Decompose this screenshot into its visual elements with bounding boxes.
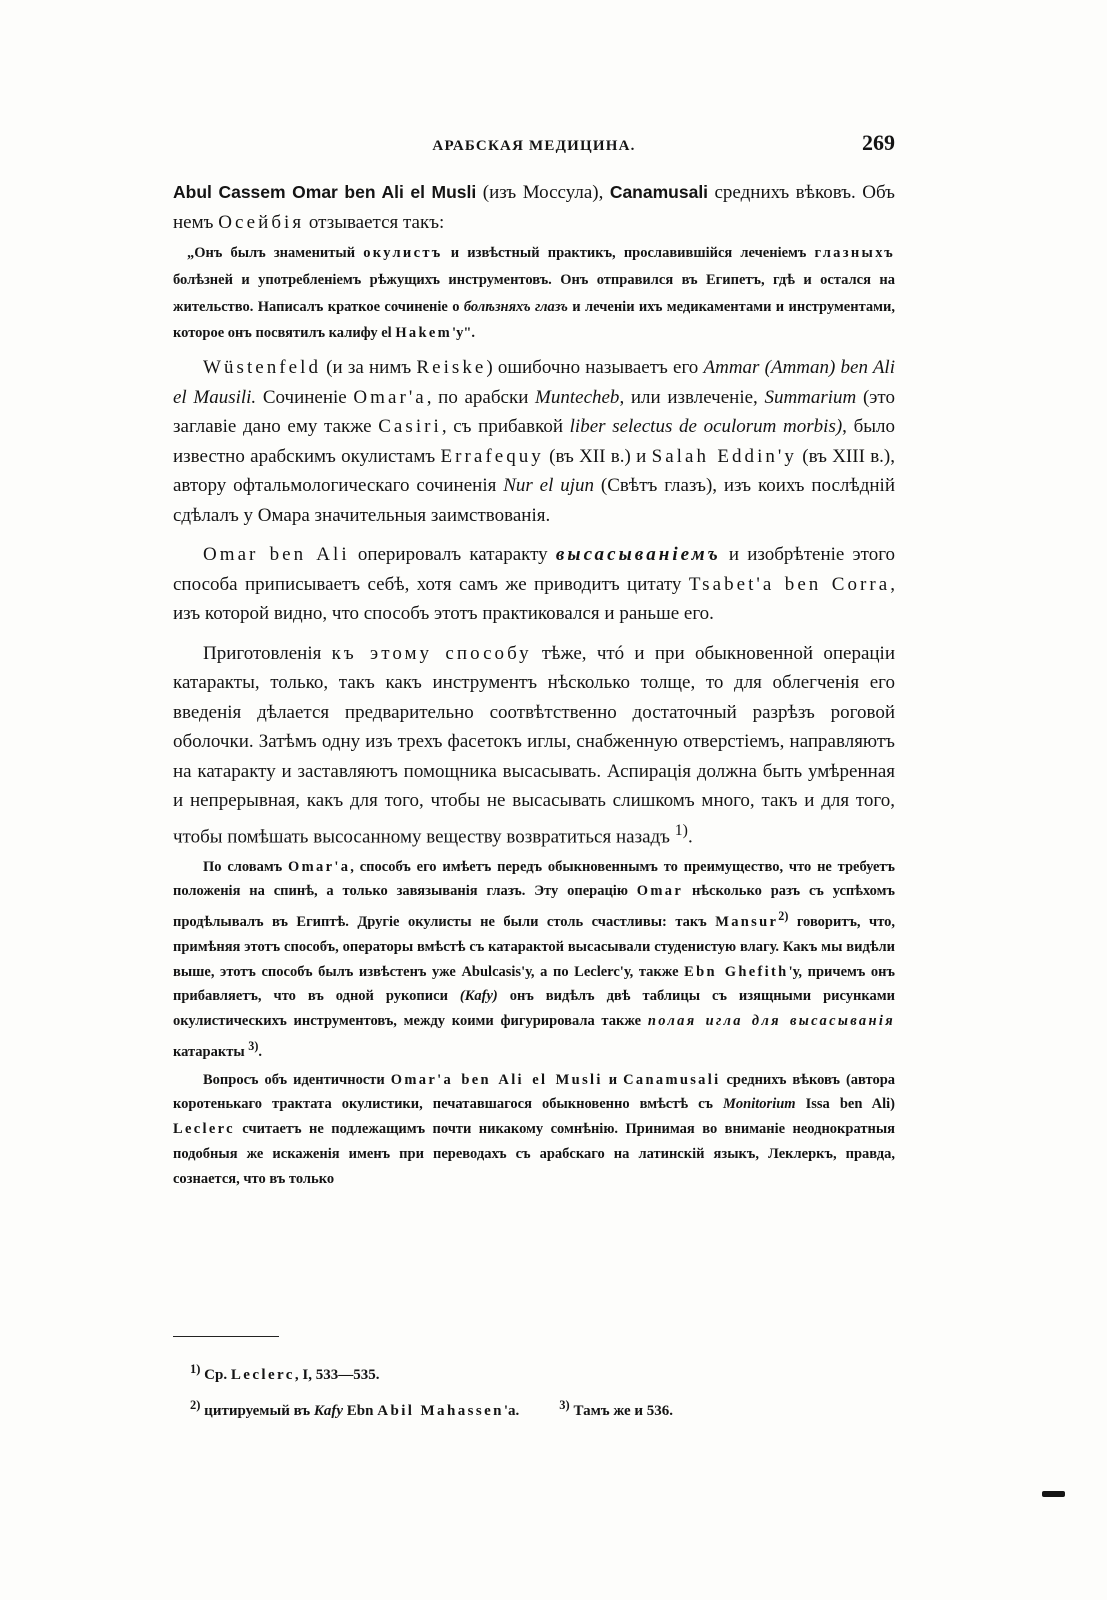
paragraph-wustenfeld: Wüstenfeld (и за нимъ Reiske) ошибочно называетъ его Ammar (Amman) ben Ali el Mausili. Сочиненіе Omar'a, по арабски Muntecheb, или извлеченіе, Summarium (это заглавіе дано ему также Casiri, съ прибавкой liber selectus de oculorum morbis), было известно арабскимъ окулистамъ Errafequy (въ XII в.) и Salah Eddin'y (въ XIII в.), автору офтальмологическаго сочиненія Nur el ujun (Свѣтъ глазъ), изъ коихъ послѣдній сдѣлалъ у Омара значительныя заимствованія. bbox=[173, 357, 896, 526]
body-text bbox=[173, 178, 895, 1192]
footnote-2: $^{2)}$ цитируемый въ Kafy Ebn Abil Mahassen'a. bbox=[190, 1398, 520, 1419]
page-edge-mark bbox=[1042, 1491, 1065, 1497]
paragraph-identity-question: Вопросъ объ идентичности Omar'a ben Ali el Musli и Canamusali среднихъ вѣковъ (автора коротенькаго трактата окулистики, печатавшагося обыкновенно вмѣстѣ съ Monitorium Issa ben Ali) Leclerc считаетъ не подлежащимъ почти никакому сомнѣнію. Принимая во вниманіе неоднократныя подобныя же искаженія именъ при переводахъ съ арабскаго на латинскій языкъ, Леклеркъ, правда, сознается, что въ только bbox=[173, 1071, 896, 1187]
running-head bbox=[173, 130, 895, 164]
footnote-ref-1: 1) bbox=[674, 821, 688, 839]
quote-oseibia: „Онъ былъ знаменитый окулистъ и извѣстный практикъ, прославившійся леченіемъ глазныхъ болѣзней и употребленіемъ рѣжущихъ инструментовъ. Онъ отправился въ Египетъ, гдѣ и остался на жительство. Написалъ краткое сочиненіе о болѣзняхъ глазъ и леченіи ихъ медикаментами и инструментами, которое онъ посвятилъ калифу el Hakem'у". bbox=[173, 245, 895, 342]
footnote-ref-3: 3) bbox=[248, 1038, 259, 1053]
author-name: Abul Cassem Omar ben Ali el Musli bbox=[173, 182, 477, 202]
paragraph-omar-words: По словамъ Omar'a, способъ его имѣетъ передъ обыкновеннымъ то преимущество, что не требуетъ положенія на спинѣ, а только завязыванія глазъ. Эту операцію Omar нѣсколько разъ съ успѣхомъ продѣлывалъ въ Египтѣ. Другіе окулисты не были столь счастливы: такъ Mansur$^{2)}$ говоритъ, что, примѣняя этотъ способъ, операторы вмѣстѣ съ катарактой высасывали студенистую влагу. Какъ мы видѣли выше, этотъ способъ былъ извѣстенъ уже Abulcasis'у, а по Leclerc'у, также Ebn Ghefith'у, причемъ онъ прибавляетъ, что въ одной рукописи (Kafy) онъ видѣлъ двѣ таблицы съ изящными рисунками окулистическихъ инструментовъ, между коими фигурировала также полая игла для высасыванія катаракты $^{3)}$. bbox=[173, 858, 896, 1060]
footnote-3: $^{3)}$ Тамъ же и 536. bbox=[559, 1398, 674, 1419]
paragraph-preparations: Приготовленія къ этому способу тѣже, чтó и при обыкновенной операціи катаракты, только, такъ какъ инструментъ нѣсколько толще, то для облегченія его введенія дѣлается предварительно соотвѣтственно достаточный разрѣзъ роговой оболочки. Затѣмъ одну изъ трехъ фасетокъ иглы, снабженную отверстіемъ, направляютъ на катаракту и заставляютъ помощника высасывать. Аспирація должна быть умѣренная и непрерывная, какъ для того, чтобы не высасывать слишкомъ много, такъ и для того, чтобы помѣшать высосанному веществу возвратиться назадъ $^{1)}$. bbox=[173, 642, 895, 848]
footnote-row bbox=[190, 1392, 890, 1424]
paragraph-abul-cassem: Abul Cassem Omar ben Ali el Musli (изъ Моссула), Canamusali среднихъ вѣковъ. Объ немъ Осейбія отзывается такъ: bbox=[173, 182, 895, 233]
footnote-1: $^{1)}$ Ср. Leclerc, I, 533—535. bbox=[190, 1362, 380, 1383]
running-title: АРАБСКАЯ МЕДИЦИНА. bbox=[432, 138, 636, 154]
paragraph-omar-operation: Omar ben Ali оперировалъ катаракту высасываніемъ и изобрѣтеніе этого способа приписываетъ себѣ, хотя самъ же приводитъ цитату Tsabet'a ben Corra, изъ которой видно, что способъ этотъ практиковался и раньше его. bbox=[173, 544, 896, 625]
footnotes bbox=[190, 1356, 890, 1424]
footnote-ref-2: 2) bbox=[778, 909, 789, 924]
oseibia-name: Осейбія bbox=[218, 211, 305, 233]
page-number: 269 bbox=[862, 130, 895, 155]
footnote-divider bbox=[173, 1336, 279, 1337]
canamusali-name: Canamusali bbox=[609, 182, 709, 202]
